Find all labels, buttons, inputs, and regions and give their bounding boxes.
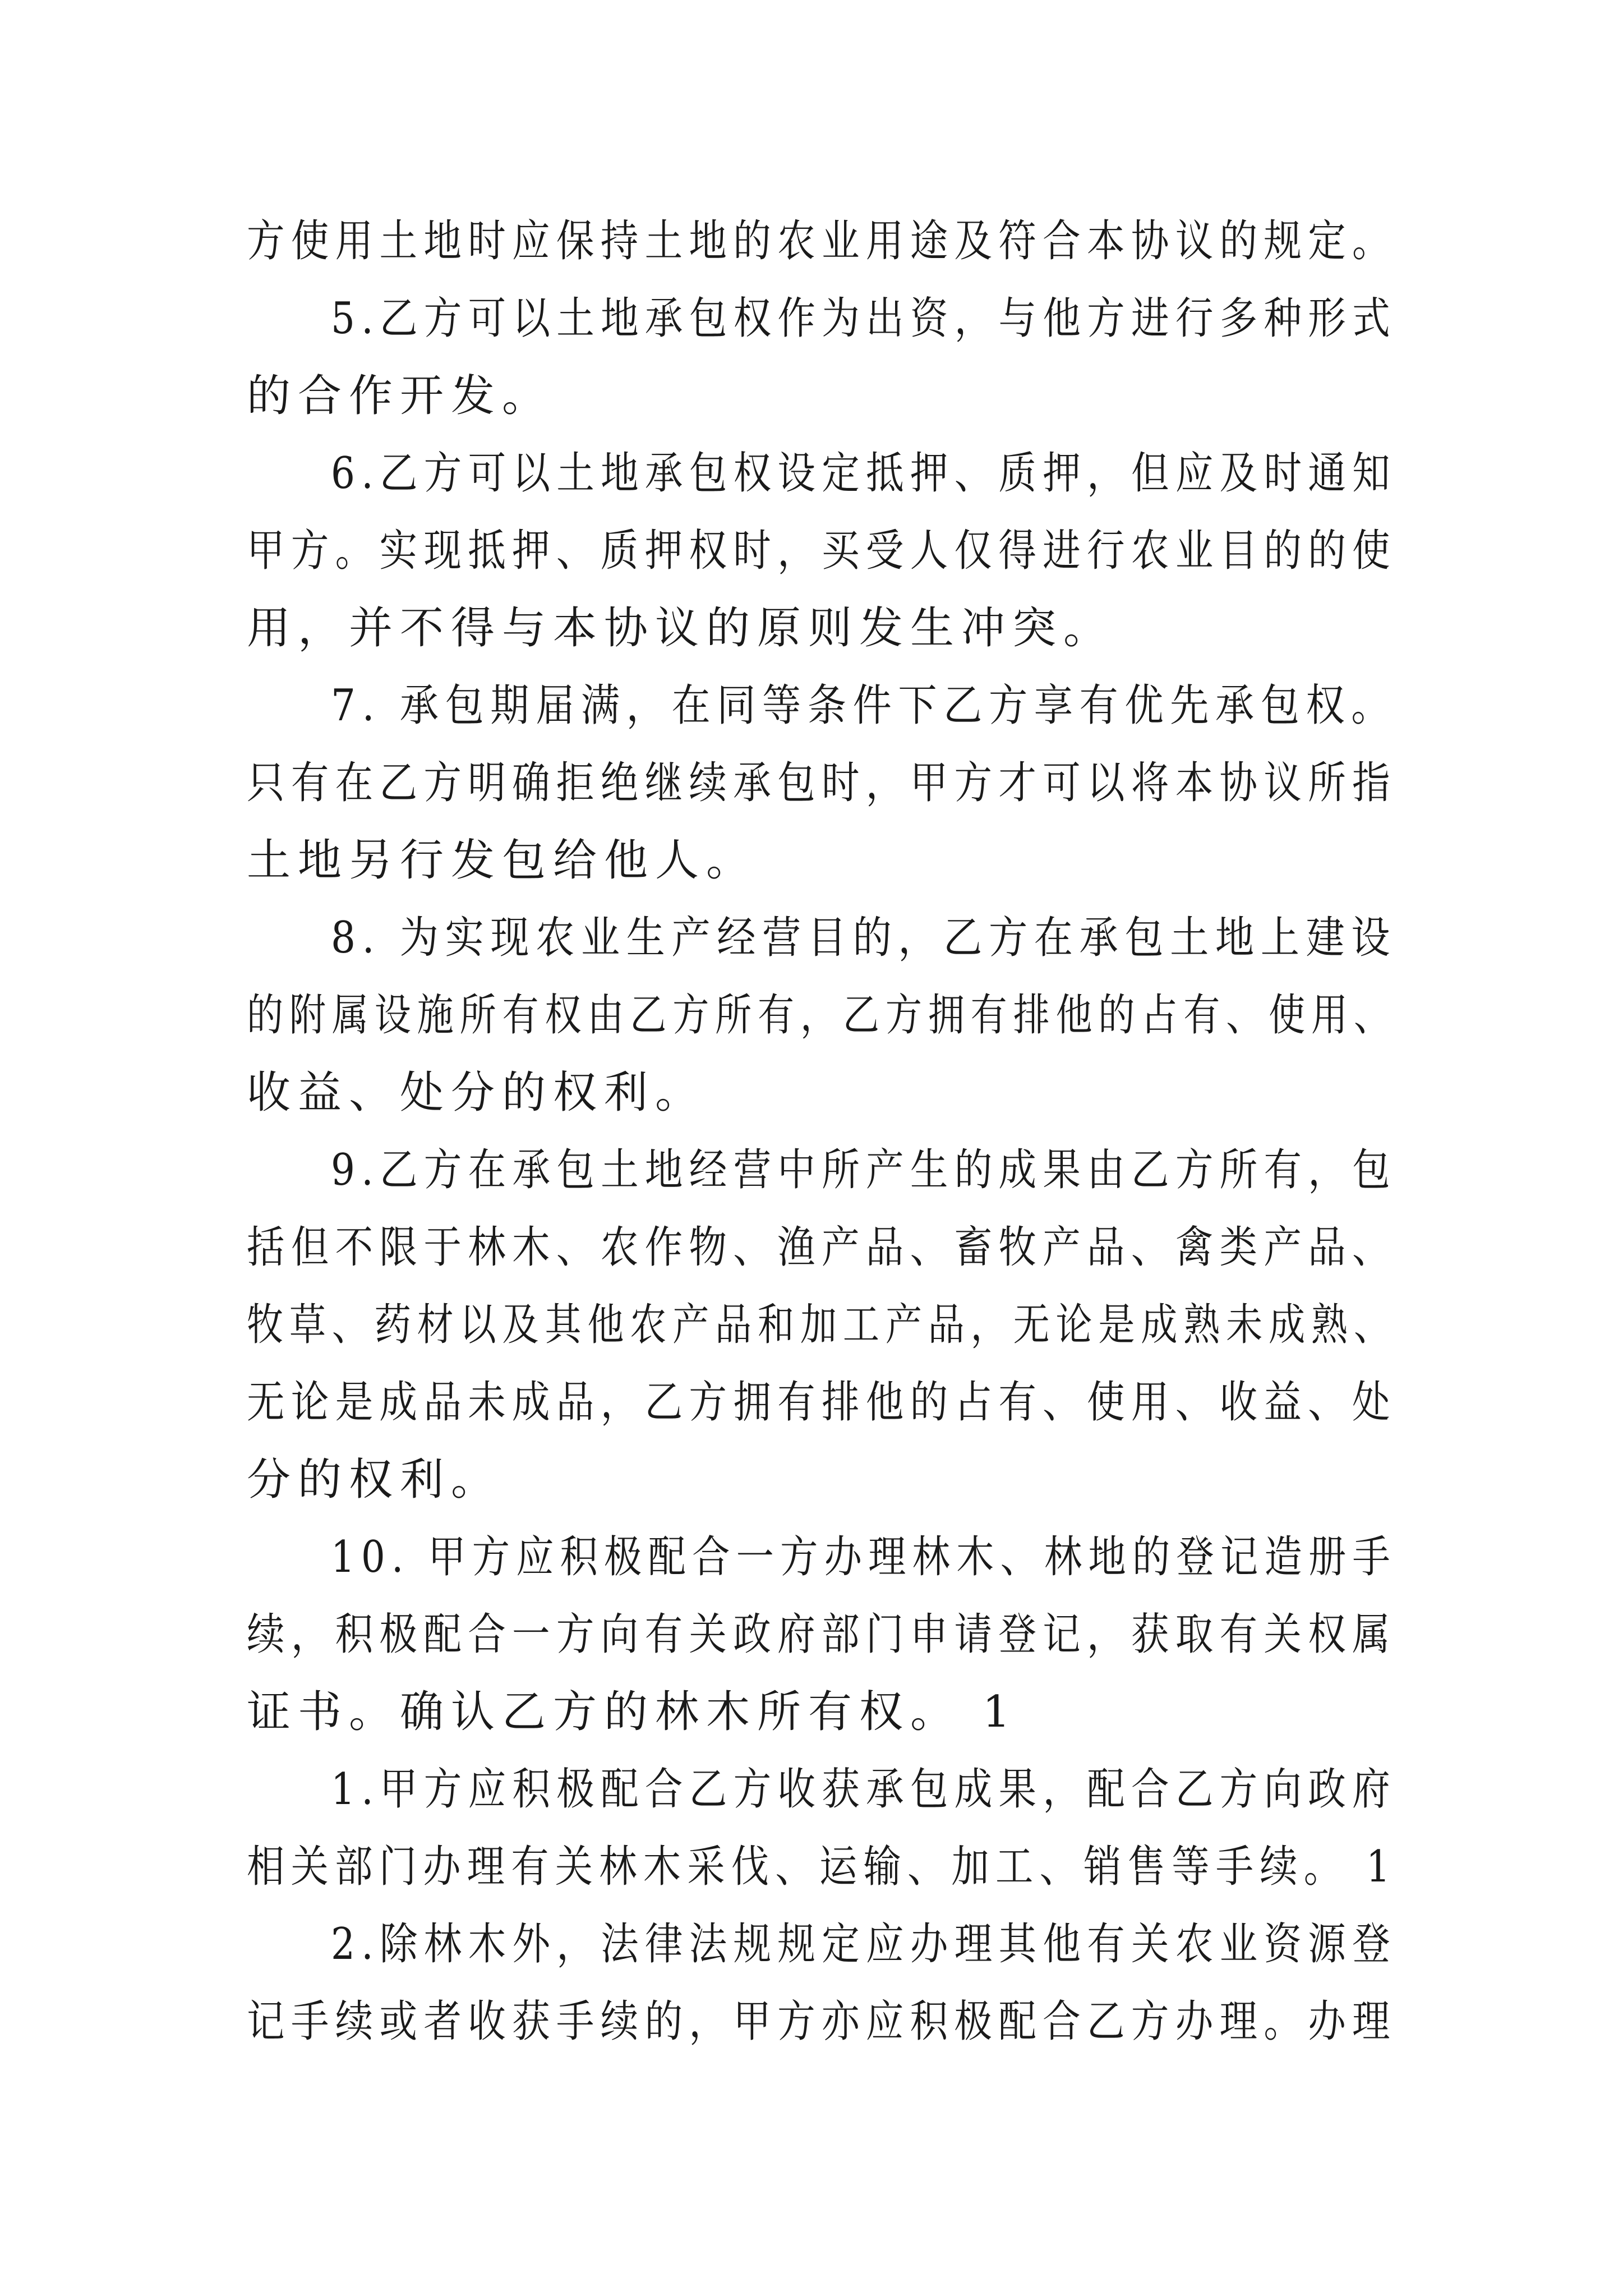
text-line: 收益、处分的权利。 [247,1068,707,1118]
text-line: 只有在乙方明确拒绝继续承包时，甲方才可以将本协议所指 [247,758,1396,808]
text-line: 的合作开发。 [247,371,554,421]
text-line: 证书。确认乙方的林木所有权。 1 [247,1687,1018,1737]
text-line: 记手续或者收获手续的，甲方亦应积极配合乙方办理。办理 [247,1996,1396,2047]
text-line: 的附属设施所有权由乙方所有，乙方拥有排他的占有、使用、 [247,990,1396,1041]
text-line: 牧草、药材以及其他农产品和加工产品，无论是成熟未成熟、 [247,1300,1396,1350]
text-line: 相关部门办理有关林木采伐、运输、加工、销售等手续。 1 [247,1842,1396,1892]
text-line: 6.乙方可以土地承包权设定抵押、质押，但应及时通知 [331,448,1396,499]
text-line: 括但不限于林木、农作物、渔产品、畜牧产品、禽类产品、 [247,1222,1396,1273]
text-line: 方使用土地时应保持土地的农业用途及符合本协议的规定。 [247,216,1396,266]
text-line: 9.乙方在承包土地经营中所产生的成果由乙方所有，包 [331,1145,1396,1195]
text-line: 分的权利。 [247,1455,502,1505]
text-line: 7. 承包期届满，在同等条件下乙方享有优先承包权。 [331,680,1397,731]
text-line: 5.乙方可以土地承包权作为出资，与他方进行多种形式 [331,293,1396,344]
text-line: 甲方。实现抵押、质押权时，买受人仅得进行农业目的的使 [247,526,1396,576]
text-line: 1.甲方应积极配合乙方收获承包成果，配合乙方向政府 [331,1764,1396,1815]
text-line: 2.除林木外，法律法规规定应办理其他有关农业资源登 [331,1919,1396,1970]
text-line: 续，积极配合一方向有关政府部门申请登记，获取有关权属 [247,1609,1396,1660]
text-line: 8. 为实现农业生产经营目的，乙方在承包土地上建设 [331,913,1397,963]
text-line: 10. 甲方应积极配合一方办理林木、林地的登记造册手 [331,1532,1396,1582]
text-line: 土地另行发包给他人。 [247,835,758,886]
text-line: 无论是成品未成品，乙方拥有排他的占有、使用、收益、处 [247,1377,1396,1428]
text-line: 用，并不得与本协议的原则发生冲突。 [247,603,1115,654]
